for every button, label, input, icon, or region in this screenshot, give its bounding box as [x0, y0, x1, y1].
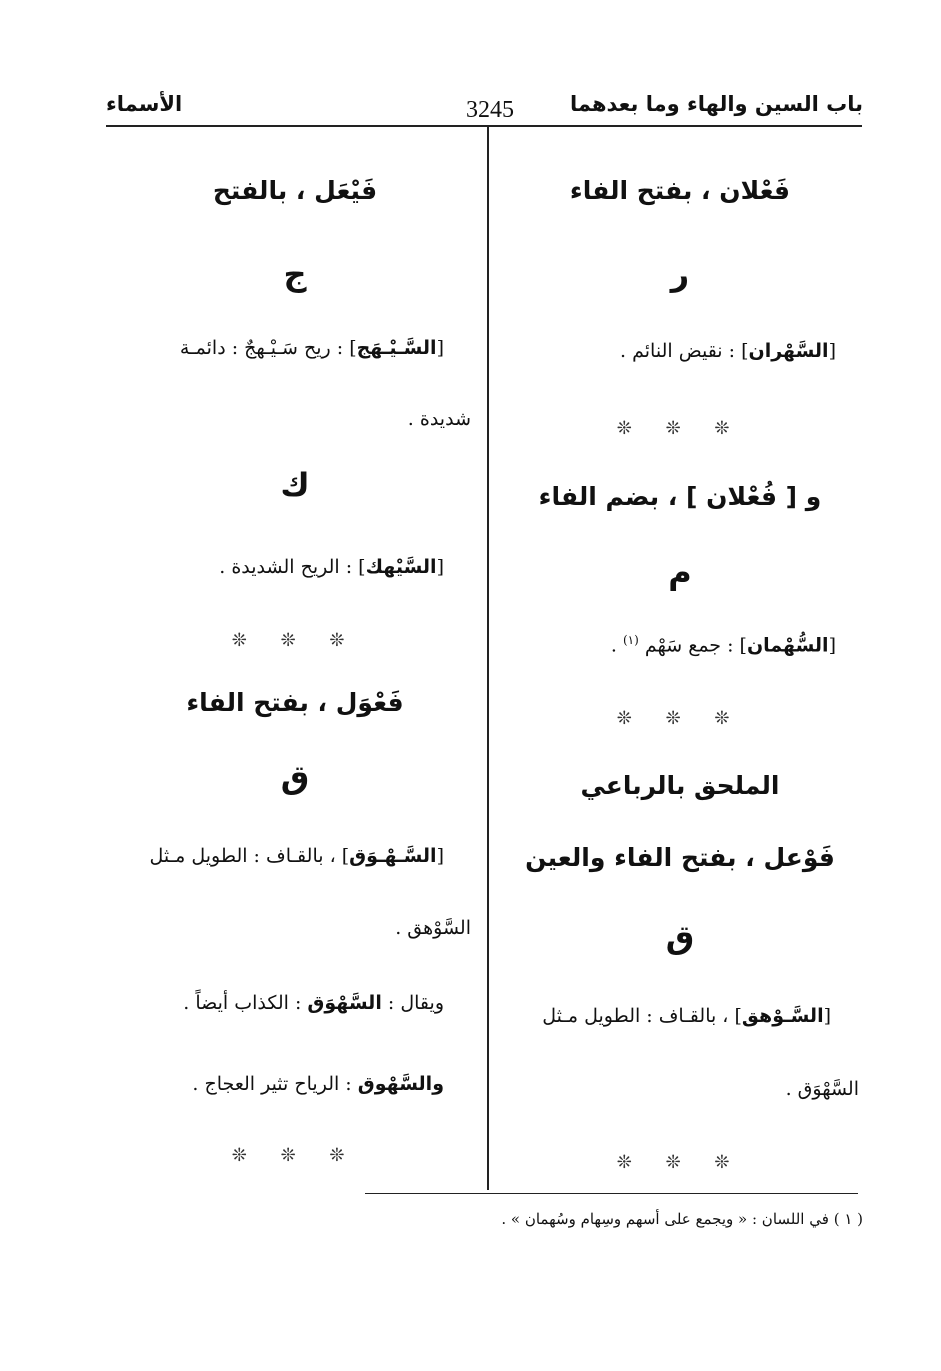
right-section-subtitle-3: فَوْعل ، بفتح الفاء والعين	[525, 843, 835, 872]
right-separator-3: ❊ ❊ ❊	[616, 1152, 744, 1173]
running-header-left: الأسماء	[106, 92, 183, 116]
headword: السَّهْران	[748, 340, 829, 362]
definition: : الكذاب أيضاً .	[183, 992, 302, 1014]
definition: ، بالقـاف : الطويل مـثل	[542, 1005, 729, 1027]
left-entry-1: [السَّـيْـهَج] : ريح سَـيْـهجٌ : دائمـة	[179, 337, 444, 359]
right-letter-mim: م	[668, 553, 692, 591]
left-letter-jim: ج	[283, 255, 307, 293]
prefix: ويقال :	[387, 992, 444, 1014]
left-entry-3-continuation: السَّوْهق .	[395, 917, 471, 939]
definition-end: .	[610, 634, 623, 657]
right-section-title-1: فَعْلان ، بفتح الفاء	[569, 176, 791, 205]
left-letter-qaf: ق	[280, 758, 310, 796]
header-rule	[106, 125, 862, 127]
headword: السَّـهْـوَق	[349, 845, 437, 867]
definition: : جمع سَهْم	[644, 634, 734, 657]
footnote-text: ( ١ ) في اللسان : « ويجمع على أسهم وسِهام وسُهمان » .	[501, 1210, 863, 1228]
headword: السُّهْمان	[746, 634, 829, 657]
right-section-title-2: و [ فُعْلان ] ، بضم الفاء	[538, 482, 822, 511]
left-section-title-3: فَعْوَل ، بفتح الفاء	[186, 688, 404, 717]
left-section-title-1: فَيْعَل ، بالفتح	[212, 176, 378, 205]
left-letter-kaf: ك	[280, 466, 310, 504]
right-separator-2: ❊ ❊ ❊	[616, 708, 744, 729]
definition: : نقيض النائم .	[620, 340, 736, 362]
headword: السَّيْهك	[365, 556, 437, 578]
right-entry-3: [السَّـوْهق] ، بالقـاف : الطويل مـثل	[542, 1005, 831, 1027]
definition: : ريح سَـيْـهجٌ : دائمـة	[179, 337, 344, 359]
page-number: 3245	[466, 97, 514, 123]
right-letter-ra: ر	[670, 255, 690, 293]
headword: السَّـوْهق	[741, 1005, 824, 1027]
footnote-marker: (١)	[622, 633, 639, 647]
column-divider	[487, 126, 489, 1190]
left-entry-2: [السَّيْهك] : الريح الشديدة .	[219, 556, 444, 578]
left-separator-1: ❊ ❊ ❊	[231, 630, 359, 651]
left-entry-5	[192, 1073, 444, 1095]
right-entry-3-continuation: السَّهْوَق .	[785, 1078, 859, 1100]
footnote-rule	[365, 1193, 858, 1194]
left-entry-1-continuation: شديدة .	[407, 408, 471, 430]
left-entry-4	[183, 992, 444, 1014]
right-letter-qaf: ق	[665, 918, 695, 956]
definition: ، بالقـاف : الطويل مـثل	[149, 845, 336, 867]
headword: السَّهْوَق	[307, 992, 382, 1014]
headword: السَّـيْـهَج	[356, 337, 437, 359]
right-separator-1: ❊ ❊ ❊	[616, 418, 744, 439]
left-entry-3: [السَّـهْـوَق] ، بالقـاف : الطويل مـثل	[149, 845, 444, 867]
headword: والسَّهْوق	[357, 1073, 444, 1095]
definition: : الريح الشديدة .	[219, 556, 353, 578]
right-entry-1: [السَّهْران] : نقيض النائم .	[620, 340, 836, 362]
right-section-title-3: الملحق بالرباعي	[580, 771, 780, 800]
running-header-right: باب السين والهاء وما بعدهما	[570, 92, 863, 116]
definition: : الرياح تثير العجاج .	[192, 1073, 352, 1095]
right-entry-2: [السُّهْمان] : جمع سَهْم $^{(١)}$ .	[610, 633, 836, 657]
left-separator-2: ❊ ❊ ❊	[231, 1145, 359, 1166]
